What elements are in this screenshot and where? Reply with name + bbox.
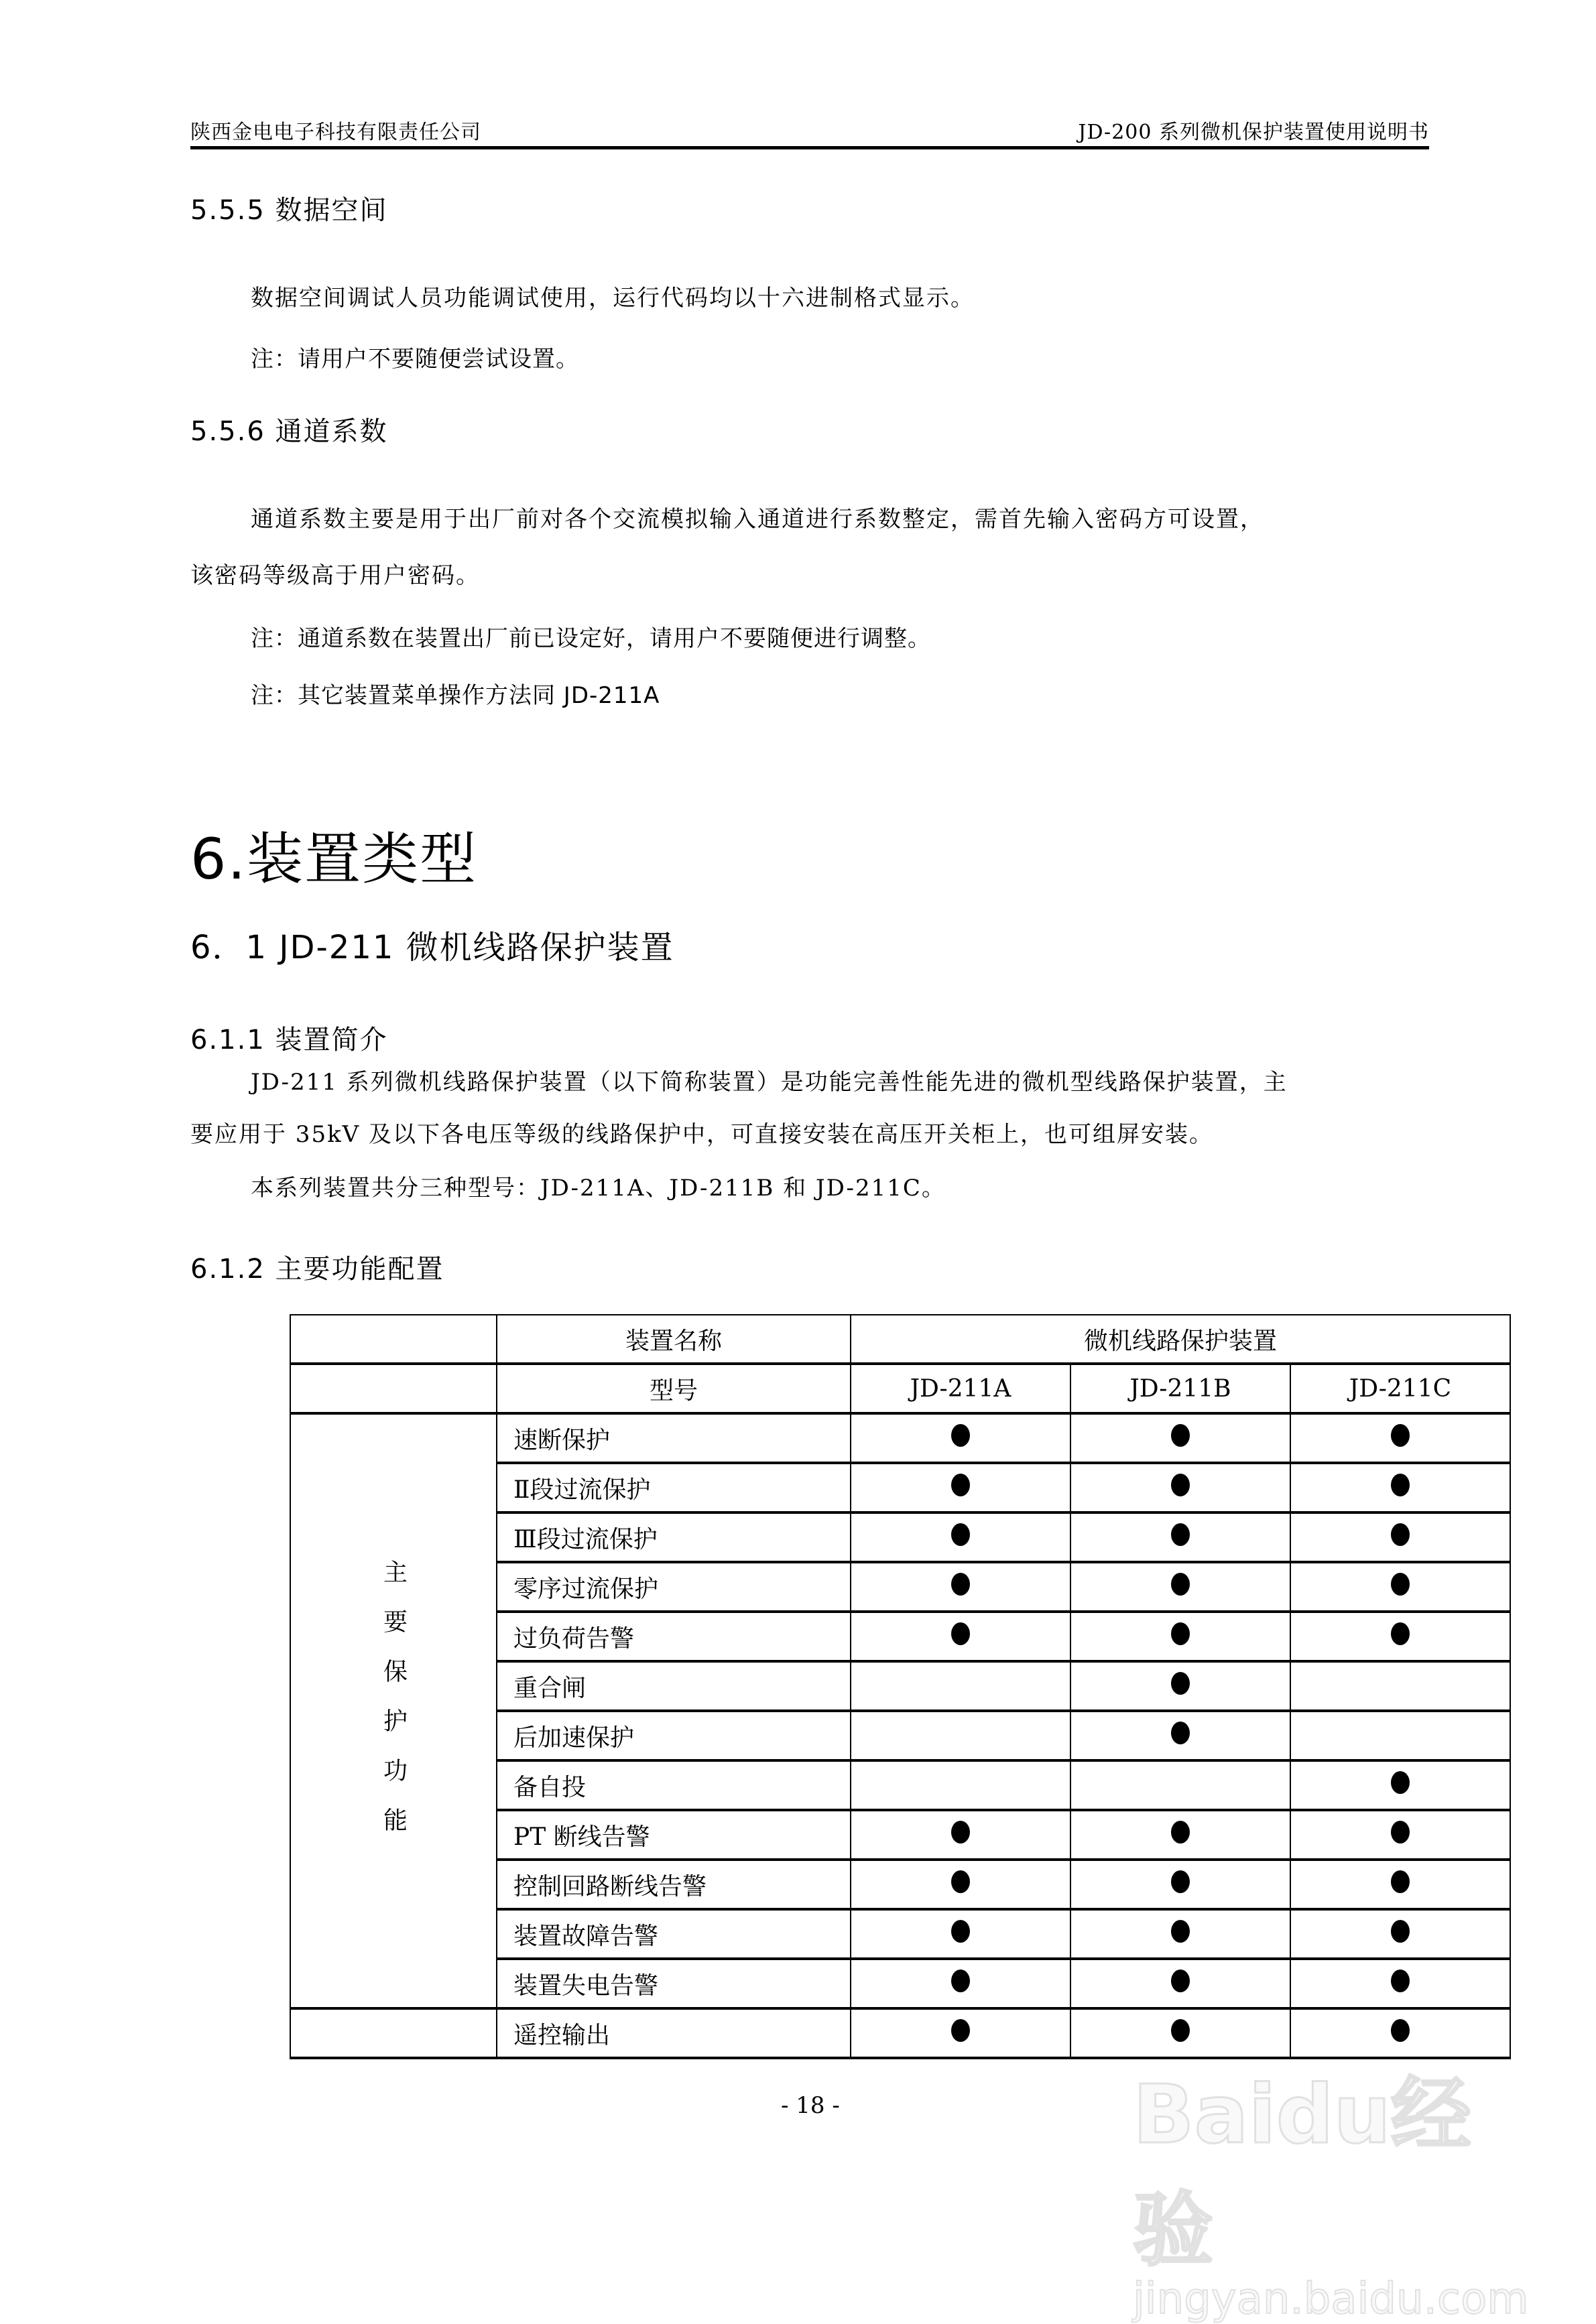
support-cell-b (1070, 1909, 1290, 1959)
support-cell-c (1290, 1612, 1510, 1661)
supported-dot-icon (951, 1573, 970, 1596)
baidu-watermark (1133, 2051, 1529, 2324)
feature-name: 重合闸 (497, 1661, 851, 1711)
support-cell-b (1070, 1512, 1290, 1562)
support-cell-c (1290, 1413, 1510, 1463)
support-cell-a (851, 1463, 1070, 1512)
function-config-table (290, 1314, 1511, 2059)
section-5-5-6-body-line2: 该密码等级高于用户密码。 (190, 562, 480, 589)
support-cell-b (1070, 1661, 1290, 1711)
support-cell-a (851, 1959, 1070, 2008)
supported-dot-icon (951, 1424, 970, 1447)
support-cell-c (1290, 1661, 1510, 1711)
supported-dot-icon (951, 1821, 970, 1844)
support-cell-a (851, 1909, 1070, 1959)
model-b: JD-211B (1070, 1364, 1290, 1413)
support-cell-b (1070, 1562, 1290, 1612)
support-cell-c (1290, 1512, 1510, 1562)
section-5-5-5-note: 注：请用户不要随便尝试设置。 (251, 346, 579, 373)
supported-dot-icon (1171, 1672, 1190, 1695)
support-cell-a (851, 1760, 1070, 1810)
supported-dot-icon (1391, 1474, 1410, 1496)
supported-dot-icon (951, 1970, 970, 1992)
model-a: JD-211A (851, 1364, 1070, 1413)
page-number: - 18 - (781, 2092, 840, 2119)
supported-dot-icon (1171, 1424, 1190, 1447)
supported-dot-icon (1171, 1821, 1190, 1844)
feature-name: 速断保护 (497, 1413, 851, 1463)
support-cell-c (1290, 1711, 1510, 1760)
support-cell-a (851, 1661, 1070, 1711)
section-6-1-1-title: 6.1.1 装置简介 (190, 1025, 388, 1055)
support-cell-c (1290, 1562, 1510, 1612)
supported-dot-icon (951, 1920, 970, 1943)
page-header (190, 113, 1429, 149)
supported-dot-icon (951, 1474, 970, 1496)
section-5-5-6-note1: 注：通道系数在装置出厂前已设定好，请用户不要随便进行调整。 (251, 625, 931, 652)
chapter-6-title: 6.装置类型 (190, 826, 478, 892)
supported-dot-icon (1391, 1771, 1410, 1794)
supported-dot-icon (1391, 1970, 1410, 1992)
support-cell-b (1070, 1959, 1290, 2008)
support-cell-a (851, 1562, 1070, 1612)
support-cell-c (1290, 1959, 1510, 2008)
supported-dot-icon (1391, 1523, 1410, 1546)
device-name-value: 微机线路保护装置 (851, 1315, 1510, 1364)
supported-dot-icon (1171, 2019, 1190, 2042)
empty-group-cell (290, 2008, 497, 2058)
table-row (290, 1413, 1510, 1463)
support-cell-b (1070, 1413, 1290, 1463)
support-cell-c (1290, 1760, 1510, 1810)
support-cell-a (851, 1810, 1070, 1860)
feature-name: 控制回路断线告警 (497, 1860, 851, 1909)
supported-dot-icon (1391, 1920, 1410, 1943)
supported-dot-icon (1171, 1970, 1190, 1992)
support-cell-c (1290, 1463, 1510, 1512)
feature-name: 后加速保护 (497, 1711, 851, 1760)
feature-name: 备自投 (497, 1760, 851, 1810)
support-cell-b (1070, 1810, 1290, 1860)
section-6-1-2-title: 6.1.2 主要功能配置 (190, 1254, 444, 1285)
supported-dot-icon (951, 1622, 970, 1645)
corner-cell (290, 1364, 497, 1413)
support-cell-c (1290, 1860, 1510, 1909)
corner-cell (290, 1315, 497, 1364)
supported-dot-icon (951, 2019, 970, 2042)
device-name-label: 装置名称 (497, 1315, 851, 1364)
support-cell-b (1070, 1711, 1290, 1760)
support-cell-a (851, 1612, 1070, 1661)
support-cell-b (1070, 1612, 1290, 1661)
section-5-5-5-title: 5.5.5 数据空间 (190, 195, 388, 226)
supported-dot-icon (1391, 1622, 1410, 1645)
group-label: 主要保护功能 (379, 1559, 408, 1857)
supported-dot-icon (1171, 1573, 1190, 1596)
model-label: 型号 (497, 1364, 851, 1413)
model-c: JD-211C (1290, 1364, 1510, 1413)
support-cell-a (851, 1860, 1070, 1909)
feature-name: Ⅲ段过流保护 (497, 1512, 851, 1562)
supported-dot-icon (1171, 1622, 1190, 1645)
manual-title: JD-200 系列微机保护装置使用说明书 (1078, 121, 1429, 144)
support-cell-c (1290, 1810, 1510, 1860)
watermark-url: jingyan.baidu.com (1133, 2274, 1529, 2324)
feature-name: PT 断线告警 (497, 1810, 851, 1860)
support-cell-b (1070, 1760, 1290, 1810)
supported-dot-icon (1391, 1424, 1410, 1447)
supported-dot-icon (1391, 2019, 1410, 2042)
section-6-1-1-body-line3: 本系列装置共分三种型号：JD-211A、JD-211B 和 JD-211C。 (251, 1175, 946, 1202)
feature-name: 装置失电告警 (497, 1959, 851, 2008)
feature-name: 遥控输出 (497, 2008, 851, 2058)
supported-dot-icon (951, 1523, 970, 1546)
feature-name: Ⅱ段过流保护 (497, 1463, 851, 1512)
support-cell-b (1070, 1463, 1290, 1512)
watermark-brand: Baidu经验 (1133, 2069, 1471, 2277)
supported-dot-icon (1391, 1821, 1410, 1844)
feature-name: 过负荷告警 (497, 1612, 851, 1661)
feature-name: 装置故障告警 (497, 1909, 851, 1959)
support-cell-a (851, 1413, 1070, 1463)
support-cell-c (1290, 1909, 1510, 1959)
section-5-5-6-note2: 注：其它装置菜单操作方法同 JD-211A (251, 682, 660, 709)
support-cell-a (851, 1512, 1070, 1562)
feature-name: 零序过流保护 (497, 1562, 851, 1612)
supported-dot-icon (951, 1870, 970, 1893)
group-label-cell (290, 1413, 497, 2008)
section-5-5-6-body-line1: 通道系数主要是用于出厂前对各个交流模拟输入通道进行系数整定，需首先输入密码方可设置， (251, 506, 1264, 533)
supported-dot-icon (1391, 1870, 1410, 1893)
section-5-5-6-title: 5.5.6 通道系数 (190, 416, 388, 447)
table-header-row (290, 1315, 1510, 1364)
supported-dot-icon (1171, 1474, 1190, 1496)
company-name: 陕西金电电子科技有限责任公司 (190, 121, 481, 144)
supported-dot-icon (1171, 1920, 1190, 1943)
section-5-5-5-body: 数据空间调试人员功能调试使用，运行代码均以十六进制格式显示。 (251, 285, 975, 312)
section-6-1-title: 6．1 JD-211 微机线路保护装置 (190, 929, 674, 966)
table-model-row (290, 1364, 1510, 1413)
supported-dot-icon (1171, 1870, 1190, 1893)
supported-dot-icon (1171, 1523, 1190, 1546)
supported-dot-icon (1391, 1573, 1410, 1596)
supported-dot-icon (1171, 1722, 1190, 1744)
support-cell-b (1070, 1860, 1290, 1909)
section-6-1-1-body-line2: 要应用于 35kV 及以下各电压等级的线路保护中，可直接安装在高压开关柜上，也可组屏安装。 (190, 1121, 1214, 1148)
section-6-1-1-body-line1: JD-211 系列微机线路保护装置（以下简称装置）是功能完善性能先进的微机型线路保护装置，主 (251, 1069, 1288, 1096)
support-cell-a (851, 1711, 1070, 1760)
